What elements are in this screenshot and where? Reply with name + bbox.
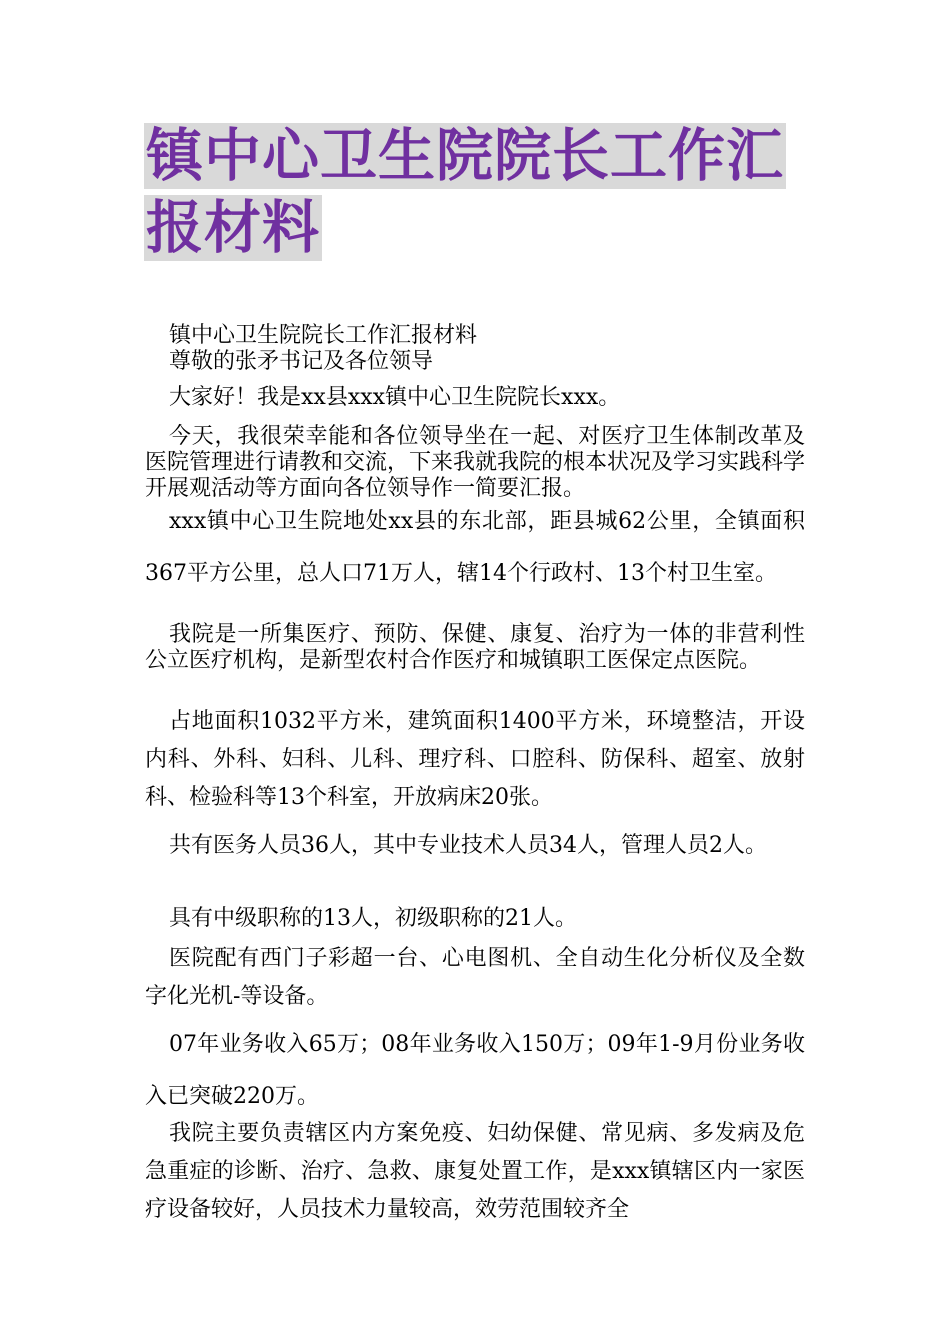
paragraph-greeting: 大家好！我是xx县xxx镇中心卫生院院长xxx。 xyxy=(169,385,621,410)
paragraph-location: xxx镇中心卫生院地处xx县的东北部，距县城62公里，全镇面积367平方公里，总人口71万人，辖14个行政村、13个村卫生室。 xyxy=(145,509,805,586)
paragraph-intro: 今天，我很荣幸能和各位领导坐在一起、对医疗卫生体制改革及医院管理进行请教和交流，下来我就我院的根本状况及学习实践科学开展观活动等方面向各位领导作一简要汇报。 xyxy=(145,424,806,501)
paragraph-services: 我院主要负责辖区内方案免疫、妇幼保健、常见病、多发病及危急重症的诊断、治疗、急救、康复处置工作，是xxx镇辖区内一家医疗设备较好，人员技术力量较高，效劳范围较齐全 xyxy=(145,1121,805,1222)
paragraph-institution: 我院是一所集医疗、预防、保健、康复、治疗为一体的非营利性公立医疗机构，是新型农村合作医疗和城镇职工医保定点医院。 xyxy=(145,622,805,673)
paragraph-facilities: 占地面积1032平方米，建筑面积1400平方米，环境整洁，开设内科、外科、妇科、儿科、理疗科、口腔科、防保科、超室、放射科、检验科等13个科室，开放病床20张。 xyxy=(145,709,805,810)
paragraph-titles: 具有中级职称的13人，初级职称的21人。 xyxy=(169,906,577,931)
paragraph-revenue: 07年业务收入65万；08年业务收入150万；09年1-9月份业务收入已突破220万。 xyxy=(145,1032,805,1109)
paragraph-salutation: 尊敬的张矛书记及各位领导 xyxy=(169,349,434,374)
title-line-1: 镇中心卫生院院长工作汇 xyxy=(146,123,784,189)
paragraph-staff: 共有医务人员36人，其中专业技术人员34人，管理人员2人。 xyxy=(169,833,767,858)
paragraph-subtitle: 镇中心卫生院院长工作汇报材料 xyxy=(169,323,478,348)
title-line-2: 报材料 xyxy=(146,195,320,261)
paragraph-equipment: 医院配有西门子彩超一台、心电图机、全自动生化分析仪及全数字化光机-等设备。 xyxy=(145,946,805,1009)
document-title xyxy=(144,120,814,264)
